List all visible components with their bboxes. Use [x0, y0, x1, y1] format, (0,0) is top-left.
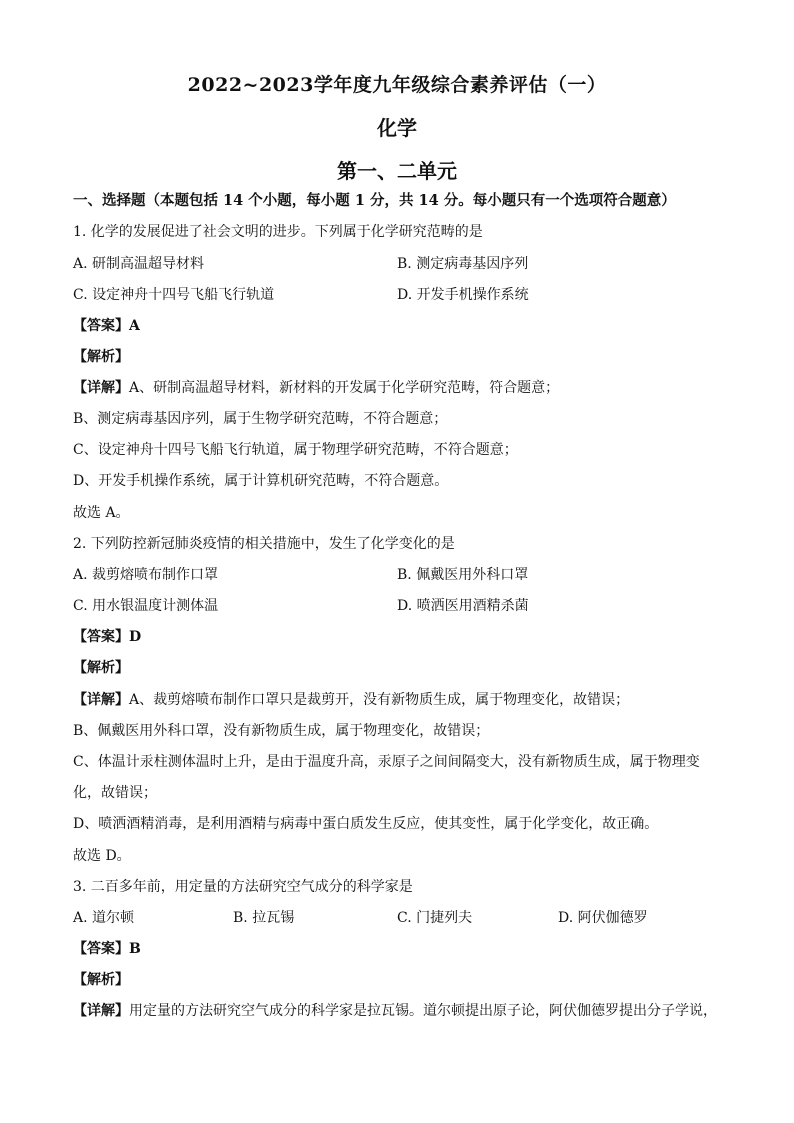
q1-detail-line-2: B、测定病毒基因序列，属于生物学研究范畴，不符合题意； [73, 411, 448, 427]
q2-detail-text: A、裁剪熔喷布制作口罩只是裁剪开，没有新物质生成，属于物理变化，故错误； [129, 692, 630, 708]
q1-option-d: D. 开发手机操作系统 [397, 287, 529, 303]
q2-analysis-label: 【解析】 [73, 660, 129, 676]
q1-detail-line-4: D、开发手机操作系统，属于计算机研究范畴，不符合题意。 [73, 473, 449, 489]
q2-detail-line-5: D、喷洒酒精消毒，是利用酒精与病毒中蛋白质发生反应，使其变性，属于化学变化，故正确。 [73, 816, 659, 832]
section-heading: 一、选择题（本题包括 14 个小题，每小题 1 分，共 14 分。每小题只有一个选项符合题意） [73, 192, 676, 209]
unit-title: 第一、二单元 [337, 159, 457, 183]
q2-conclusion: 故选 D。 [73, 848, 131, 864]
q2-option-d: D. 喷洒医用酒精杀菌 [397, 598, 529, 614]
q1-conclusion: 故选 A。 [73, 505, 130, 521]
q1-answer: 【答案】A [73, 318, 140, 334]
q2-detail-tag: 【详解】 [73, 692, 129, 708]
q3-detail-tag: 【详解】 [73, 1003, 129, 1019]
q3-option-a: A. 道尔顿 [73, 910, 135, 926]
question-1-stem: 1. 化学的发展促进了社会文明的进步。下列属于化学研究范畴的是 [73, 224, 483, 240]
q2-option-b: B. 佩戴医用外科口罩 [397, 567, 529, 583]
q1-detail-line-3: C、设定神舟十四号飞船飞行轨道，属于物理学研究范畴，不符合题意； [73, 442, 518, 458]
question-3-stem: 3. 二百多年前，用定量的方法研究空气成分的科学家是 [73, 879, 413, 895]
q2-option-a: A. 裁剪熔喷布制作口罩 [73, 567, 219, 583]
q1-option-c: C. 设定神舟十四号飞船飞行轨道 [73, 287, 275, 303]
q2-detail-line-2: B、佩戴医用外科口罩，没有新物质生成，属于物理变化，故错误； [73, 723, 490, 739]
q1-detail-text: A、研制高温超导材料，新材料的开发属于化学研究范畴，符合题意； [129, 380, 560, 396]
q2-detail-line-3: C、体温计汞柱测体温时上升，是由于温度升高，汞原子之间间隔变大，没有新物质生成，属于物理变 [73, 754, 700, 770]
q3-option-b: B. 拉瓦锡 [233, 910, 295, 926]
q3-option-c: C. 门捷列夫 [397, 910, 473, 926]
q3-answer: 【答案】B [73, 941, 141, 957]
q2-answer: 【答案】D [73, 629, 142, 645]
q1-option-b: B. 测定病毒基因序列 [397, 256, 529, 272]
question-2-stem: 2. 下列防控新冠肺炎疫情的相关措施中，发生了化学变化的是 [73, 536, 455, 552]
q3-detail-text: 用定量的方法研究空气成分的科学家是拉瓦锡。道尔顿提出原子论，阿伏伽德罗提出分子学说， [129, 1003, 717, 1019]
q3-detail-line-1 [73, 1001, 717, 1021]
q2-detail-line-4: 化，故错误； [73, 785, 157, 801]
q1-detail-tag: 【详解】 [73, 380, 129, 396]
q3-option-d: D. 阿伏伽德罗 [558, 910, 648, 926]
subject-title: 化学 [377, 116, 417, 140]
q3-analysis-label: 【解析】 [73, 972, 129, 988]
q2-option-c: C. 用水银温度计测体温 [73, 598, 219, 614]
q1-detail-line-1 [73, 378, 559, 398]
exam-title: 2022~2023学年度九年级综合素养评估（一） [187, 74, 607, 96]
q2-detail-line-1 [73, 690, 629, 710]
q1-analysis-label: 【解析】 [73, 349, 129, 365]
q1-option-a: A. 研制高温超导材料 [73, 256, 205, 272]
